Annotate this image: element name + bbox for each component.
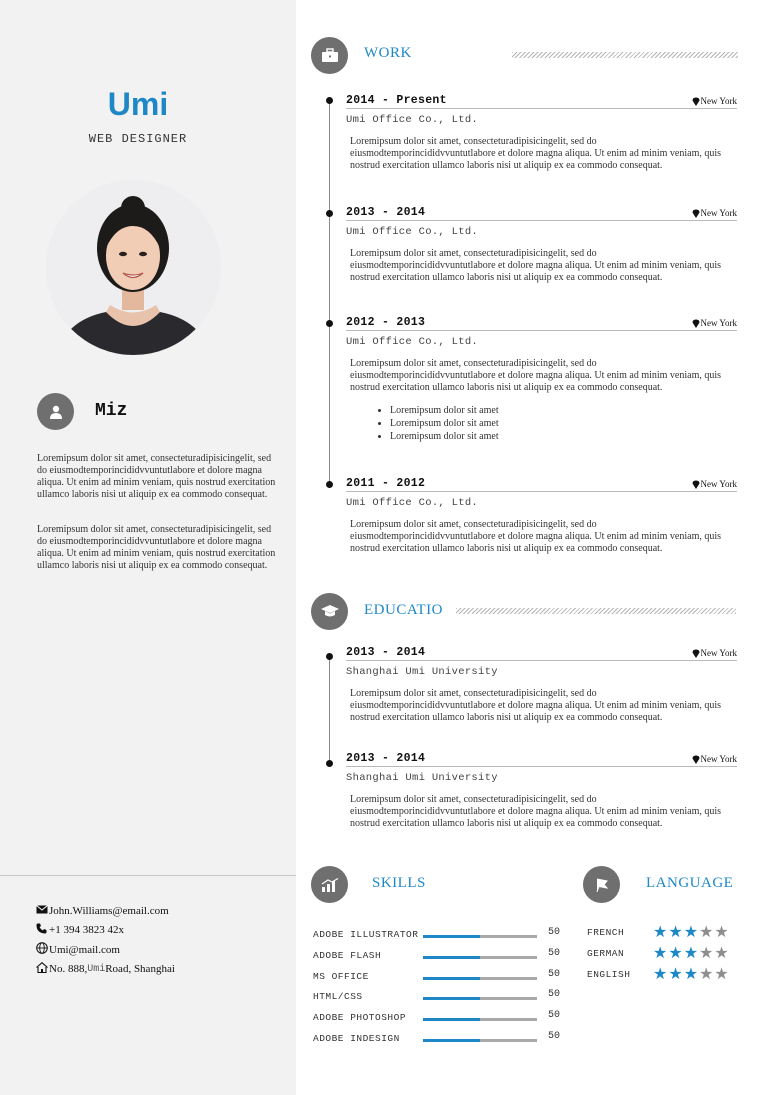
entry-company: Umi Office Co., Ltd. (346, 497, 479, 509)
timeline-dot (326, 760, 333, 767)
entry-location-text: New York (700, 479, 737, 489)
skill-bar (423, 956, 537, 959)
section-title-work: WORK (364, 45, 412, 61)
skill-row (313, 950, 563, 964)
star-filled-icon: ★ (668, 943, 684, 962)
skill-name: HTML/CSS (313, 991, 363, 1002)
skill-bar-fill (423, 956, 480, 959)
skill-value: 50 (548, 969, 561, 980)
flag-icon (583, 866, 620, 903)
map-pin-icon (692, 755, 700, 764)
section-title-education: EDUCATIO (364, 602, 443, 618)
entry-period: 2012 - 2013 (346, 316, 426, 329)
skill-bar-fill (423, 997, 480, 1000)
web-text: Umi@mail.com (49, 943, 120, 956)
star-filled-icon: ★ (653, 943, 669, 962)
entry-location-text: New York (700, 754, 737, 764)
timeline-dot (326, 97, 333, 104)
entry-location (692, 479, 737, 489)
language-row (587, 943, 742, 963)
entry-header (346, 94, 737, 109)
skill-bar (423, 997, 537, 1000)
entry-location (692, 648, 737, 658)
entry-period: 2013 - 2014 (346, 206, 426, 219)
divider (0, 875, 296, 876)
entry-description: Loremipsum dolor sit amet, consecteturadipisicingelit, sed do eiusmodtemporincididvvuntutlabore et dolore magna aliqua. Ut enim ad minim veniam, quis nostrud exercitation ullamco laboris nisi ut aliquip ex ea commodo consequat. (350, 794, 722, 829)
skill-row (313, 1033, 563, 1047)
skill-row (313, 929, 563, 943)
star-filled-icon: ★ (653, 922, 669, 941)
mail-icon (36, 905, 48, 917)
skill-bar (423, 935, 537, 938)
skill-bar-fill (423, 935, 480, 938)
entry-location-text: New York (700, 96, 737, 106)
entry-location-text: New York (700, 648, 737, 658)
entry-period: 2013 - 2014 (346, 752, 426, 765)
entry-company: Umi Office Co., Ltd. (346, 226, 479, 238)
star-rating (653, 964, 730, 983)
timeline-dot (326, 210, 333, 217)
contact-address (36, 962, 175, 976)
skill-name: ADOBE PHOTOSHOP (313, 1012, 407, 1023)
skill-name: ADOBE FLASH (313, 950, 382, 961)
about-paragraph: Loremipsum dolor sit amet, consecteturadipisicingelit, sed do eiusmodtemporincididvvuntutlabore et dolore magna aliqua. Ut enim ad minim veniam, quis nostrud exercitation ullamco laboris nisi ut aliquip ex ea commodo consequat. (37, 524, 276, 571)
globe-icon (36, 942, 48, 957)
star-filled-icon: ★ (668, 964, 684, 983)
nickname: Miz (95, 401, 128, 421)
skill-value: 50 (548, 1031, 561, 1042)
graduation-cap-icon (311, 593, 348, 630)
entry-description: Loremipsum dolor sit amet, consecteturadipisicingelit, sed do eiusmodtemporincididvvuntutlabore et dolore magna aliqua. Ut enim ad minim veniam, quis nostrud exercitation ullamco laboris nisi ut aliquip ex ea commodo consequat. (350, 248, 722, 283)
map-pin-icon (692, 209, 700, 218)
skill-bar-fill (423, 977, 480, 980)
skill-bar (423, 977, 537, 980)
map-pin-icon (692, 97, 700, 106)
star-empty-icon: ★ (714, 922, 730, 941)
profile-role: WEB DESIGNER (88, 132, 188, 146)
entry-location-text: New York (700, 318, 737, 328)
entry-school: Shanghai Umi University (346, 666, 498, 678)
skill-bar-fill (423, 1018, 480, 1021)
star-empty-icon: ★ (714, 964, 730, 983)
education-entry (346, 752, 737, 830)
skill-name: MS OFFICE (313, 971, 369, 982)
profile-photo (46, 180, 221, 355)
entry-period: 2011 - 2012 (346, 477, 426, 490)
star-filled-icon: ★ (653, 964, 669, 983)
address-text-highlight: Umi (87, 963, 106, 975)
entry-location (692, 208, 737, 218)
timeline-dot (326, 481, 333, 488)
profile-name: Umi (107, 86, 169, 122)
language-name: FRENCH (587, 927, 625, 938)
section-divider (456, 608, 736, 614)
star-empty-icon: ★ (699, 964, 715, 983)
work-entry (346, 477, 737, 555)
map-pin-icon (692, 649, 700, 658)
briefcase-icon (311, 37, 348, 74)
star-filled-icon: ★ (683, 922, 700, 941)
entry-period: 2014 - Present (346, 94, 447, 107)
entry-period: 2013 - 2014 (346, 646, 426, 659)
entry-header (346, 477, 737, 492)
skill-bar (423, 1039, 537, 1042)
entry-description: Loremipsum dolor sit amet, consecteturadipisicingelit, sed do eiusmodtemporincididvvuntutlabore et dolore magna aliqua. Ut enim ad minim veniam, quis nostrud exercitation ullamco laboris nisi ut aliquip ex ea commodo consequat. (350, 358, 722, 393)
star-empty-icon: ★ (714, 943, 730, 962)
skill-name: ADOBE INDESIGN (313, 1033, 400, 1044)
contact-web[interactable] (36, 942, 120, 957)
entry-header (346, 646, 737, 661)
entry-header (346, 316, 737, 331)
entry-description: Loremipsum dolor sit amet, consecteturadipisicingelit, sed do eiusmodtemporincididvvuntutlabore et dolore magna aliqua. Ut enim ad minim veniam, quis nostrud exercitation ullamco laboris nisi ut aliquip ex ea commodo consequat. (350, 519, 722, 554)
list-item: • Loremipsum dolor sit amet (390, 417, 737, 430)
address-text: Road, Shanghai (105, 963, 175, 975)
star-empty-icon: ★ (699, 922, 715, 941)
section-divider (512, 52, 738, 58)
sidebar (0, 0, 296, 1095)
map-pin-icon (692, 319, 700, 328)
entry-location (692, 754, 737, 764)
timeline-line (329, 656, 330, 766)
map-pin-icon (692, 480, 700, 489)
skill-row (313, 1012, 563, 1026)
language-row (587, 922, 742, 942)
star-rating (653, 943, 730, 962)
list-item: • Loremipsum dolor sit amet (390, 430, 737, 443)
entry-location-text: New York (700, 208, 737, 218)
entry-header (346, 752, 737, 767)
list-item: • Loremipsum dolor sit amet (390, 404, 737, 417)
phone-icon (36, 923, 48, 937)
section-title-language: LANGUAGE (646, 875, 734, 891)
skill-bar-fill (423, 1039, 480, 1042)
entry-header (346, 206, 737, 221)
entry-description: Loremipsum dolor sit amet, consecteturadipisicingelit, sed do eiusmodtemporincididvvuntutlabore et dolore magna aliqua. Ut enim ad minim veniam, quis nostrud exercitation ullamco laboris nisi ut aliquip ex ea commodo consequat. (350, 688, 722, 723)
entry-company: Umi Office Co., Ltd. (346, 114, 479, 126)
entry-description: Loremipsum dolor sit amet, consecteturadipisicingelit, sed do eiusmodtemporincididvvuntutlabore et dolore magna aliqua. Ut enim ad minim veniam, quis nostrud exercitation ullamco laboris nisi ut aliquip ex ea commodo consequat. (350, 136, 722, 171)
work-entry (346, 206, 737, 284)
user-icon (37, 393, 74, 430)
contact-email[interactable] (36, 905, 169, 917)
star-rating (653, 922, 730, 941)
language-row (587, 964, 742, 984)
address-text: No. 888, (49, 963, 88, 975)
entry-bullets (346, 404, 737, 443)
language-name: ENGLISH (587, 969, 631, 980)
star-filled-icon: ★ (683, 943, 700, 962)
skill-value: 50 (548, 927, 561, 938)
timeline-dot (326, 653, 333, 660)
entry-school: Shanghai Umi University (346, 772, 498, 784)
language-name: GERMAN (587, 948, 625, 959)
timeline-dot (326, 320, 333, 327)
entry-location (692, 96, 737, 106)
bar-chart-icon (311, 866, 348, 903)
section-title-skills: SKILLS (372, 875, 426, 891)
work-entry (346, 316, 737, 443)
email-text: John.Williams@email.com (49, 905, 169, 917)
star-filled-icon: ★ (668, 922, 684, 941)
skill-row (313, 991, 563, 1005)
skill-row (313, 971, 563, 985)
skill-value: 50 (548, 989, 561, 1000)
star-empty-icon: ★ (699, 943, 715, 962)
skill-value: 50 (548, 1010, 561, 1021)
work-entry (346, 94, 737, 172)
contact-phone[interactable] (36, 923, 124, 937)
about-paragraph: Loremipsum dolor sit amet, consecteturadipisicingelit, sed do eiusmodtemporincididvvuntutlabore et dolore magna aliqua. Ut enim ad minim veniam, quis nostrud exercitation ullamco laboris nisi ut aliquip ex ea commodo consequat. (37, 453, 276, 500)
entry-location (692, 318, 737, 328)
entry-company: Umi Office Co., Ltd. (346, 336, 479, 348)
timeline-line (329, 100, 330, 488)
skill-value: 50 (548, 948, 561, 959)
home-icon (36, 962, 48, 976)
star-filled-icon: ★ (683, 964, 700, 983)
education-entry (346, 646, 737, 724)
skill-name: ADOBE ILLUSTRATOR (313, 929, 419, 940)
phone-text: +1 394 3823 42x (49, 924, 124, 936)
skill-bar (423, 1018, 537, 1021)
